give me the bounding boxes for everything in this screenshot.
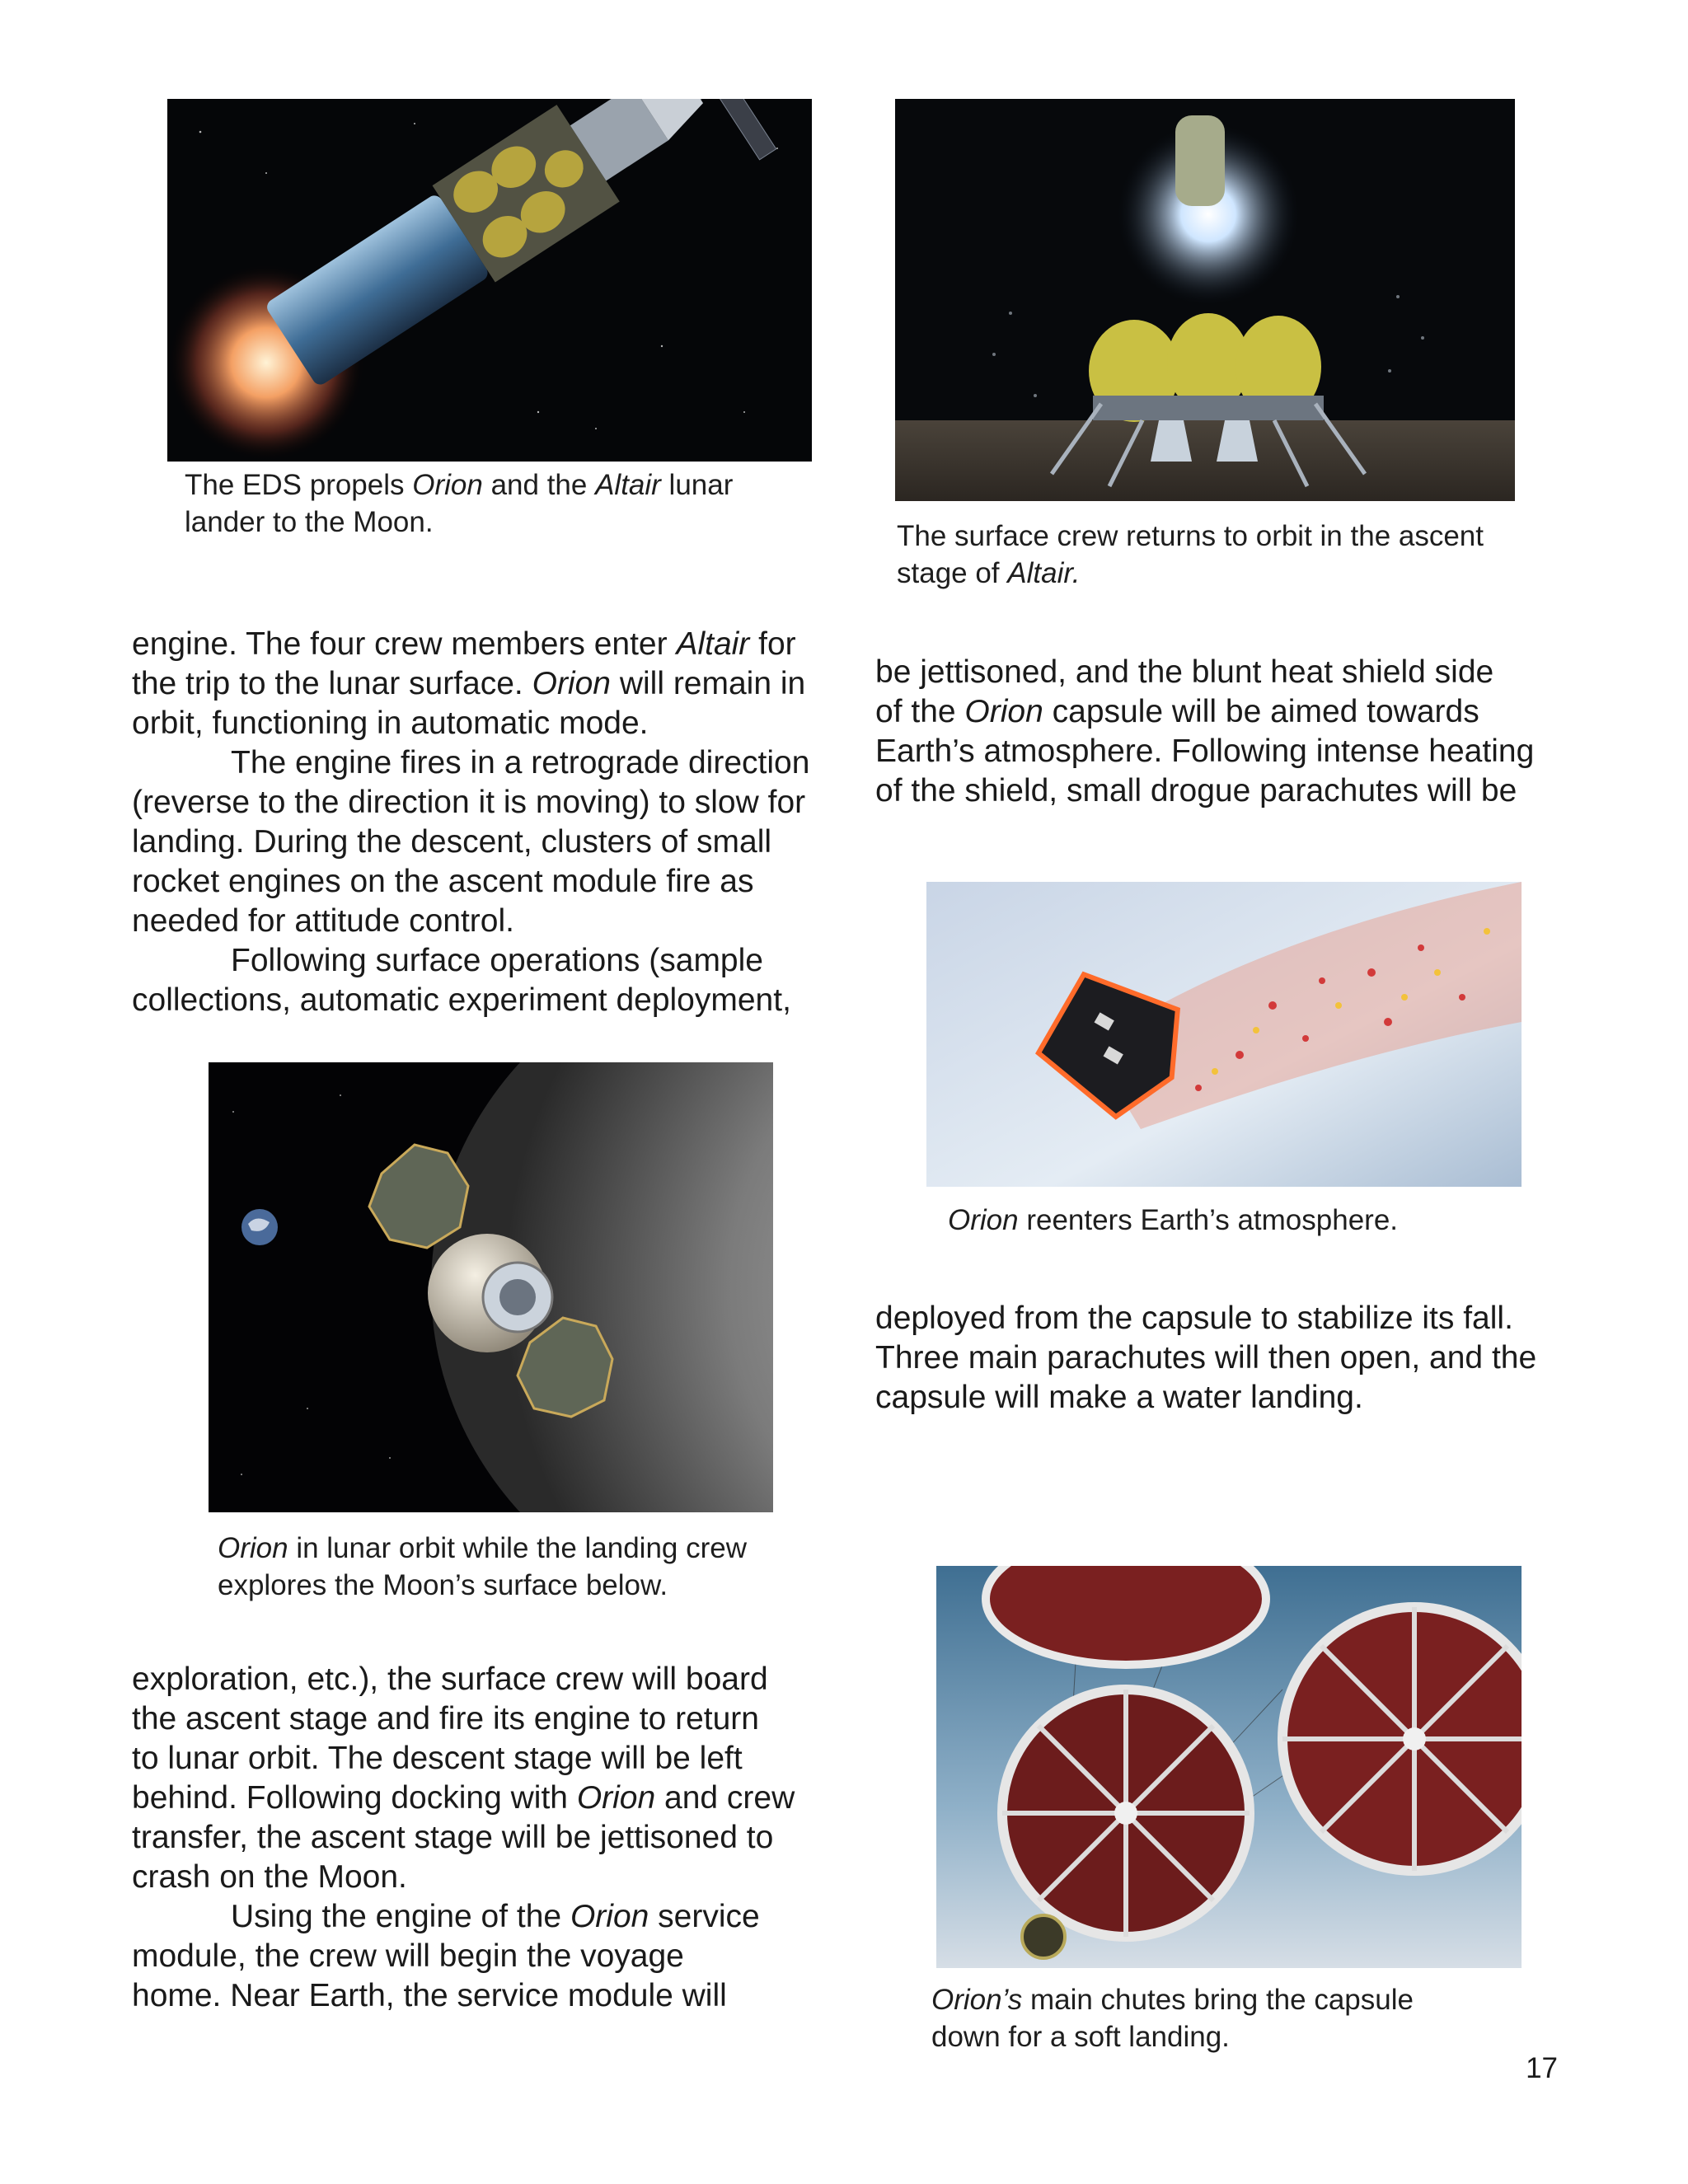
caption-reentry: Orion reenters Earth’s atmosphere.: [948, 1204, 1399, 1236]
caption-eds: The EDS propels Orion and the Altair lunar lander to the Moon.: [185, 469, 734, 538]
body-text-right-top: be jettisoned, and the blunt heat shield side of the Orion capsule will be aimed towards Earth’s atmosphere. Following intense heating of the shield, small drogue parachutes will be: [875, 654, 1535, 808]
figure-orion-lunar-orbit: [209, 1062, 773, 1512]
body-text-left-bottom: exploration, etc.), the surface crew will board the ascent stage and fire its engine to return to lunar orbit. The descent stage will be left behind. Following docking with Orion and crew transfer, the ascent stage will be jettisoned to crash on the Moon. Using the engine of the Orion service module, the crew will begin the voyage home. Near Earth, the service module will: [132, 1661, 795, 2013]
figure-orion-reentry: [926, 882, 1522, 1187]
body-text-right-mid: deployed from the capsule to stabilize its fall. Three main parachutes will then open, and the capsule will make a water landing.: [875, 1301, 1537, 1415]
caption-ascent: The surface crew returns to orbit in the ascent stage of Altair.: [897, 520, 1484, 589]
caption-lunar-orbit: Orion in lunar orbit while the landing crew explores the Moon’s surface below.: [218, 1532, 748, 1601]
body-text-left-top: engine. The four crew members enter Altair for the trip to the lunar surface. Orion will remain in orbit, functioning in automatic mode. The engine fires in a retrograde direction (reverse to the direction it is moving) to slow for landing. During the descent, clusters of small rocket engines on the ascent module fire as needed for attitude control. Following surface operations (sample collections, automatic experiment deployment,: [132, 626, 810, 1018]
caption-main-chutes: Orion’s main chutes bring the capsule down for a soft landing.: [931, 1984, 1414, 2053]
page-number: 17: [1526, 2052, 1558, 2084]
figure-main-chutes: [936, 1566, 1522, 1968]
figure-altair-ascent: [895, 99, 1515, 501]
figure-eds-propels-orion: [167, 99, 812, 462]
